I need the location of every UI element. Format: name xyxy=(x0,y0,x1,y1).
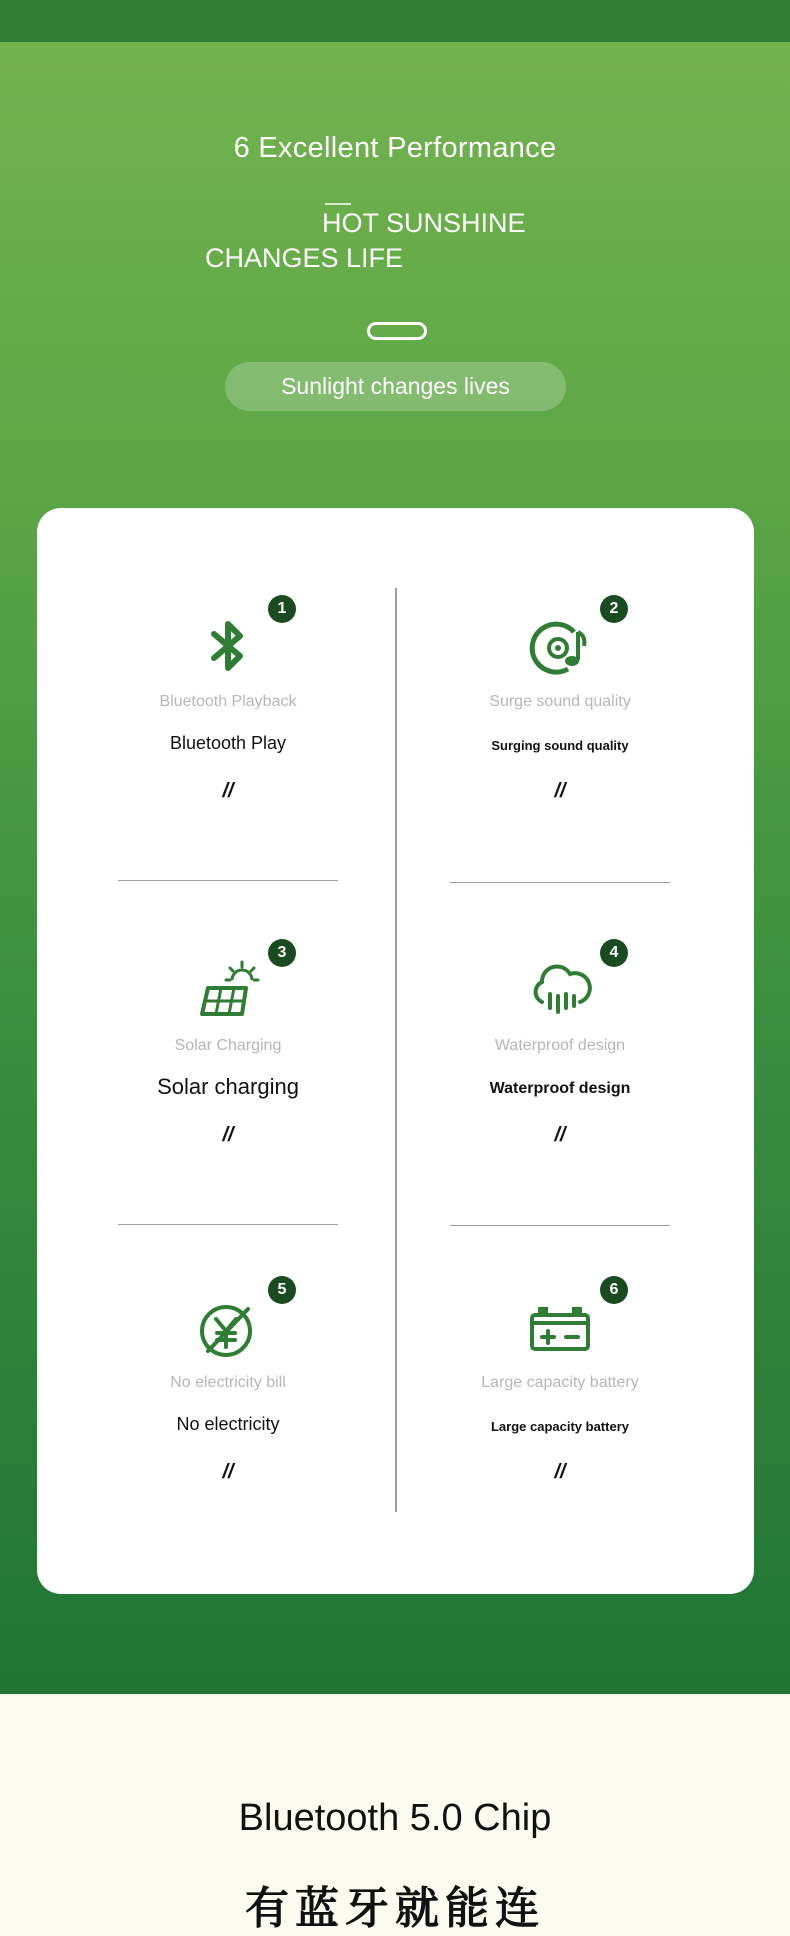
section-headline: 6 Excellent Performance xyxy=(233,132,557,164)
feature-mark: // xyxy=(554,1124,566,1146)
decorative-pill xyxy=(367,322,427,340)
feature-title: Large capacity battery xyxy=(490,1419,629,1434)
top-bar xyxy=(0,0,790,42)
feature-subtitle: Waterproof design xyxy=(494,1037,626,1054)
feature-waterproof xyxy=(410,944,710,1168)
hero-subline-1: HOT SUNSHINE xyxy=(322,208,526,238)
feature-subtitle: Bluetooth Playback xyxy=(159,693,297,710)
feature-number-badge: 1 xyxy=(268,595,296,623)
feature-title: Surging sound quality xyxy=(491,738,629,753)
feature-mark: // xyxy=(222,1124,234,1146)
no-money-icon xyxy=(196,1295,260,1359)
feature-subtitle: Large capacity battery xyxy=(481,1374,639,1391)
battery-icon xyxy=(528,1295,592,1359)
feature-mark: // xyxy=(222,780,234,802)
feature-subtitle: No electricity bill xyxy=(170,1374,286,1391)
feature-title: No electricity xyxy=(176,1414,280,1434)
feature-title: Bluetooth Play xyxy=(169,733,287,753)
feature-title: Solar charging xyxy=(157,1074,299,1099)
feature-title: Waterproof design xyxy=(489,1080,631,1097)
hero-subline-2: CHANGES LIFE xyxy=(205,243,404,273)
feature-number-badge: 4 xyxy=(600,939,628,967)
section-title: Bluetooth 5.0 Chip xyxy=(238,1797,552,1839)
vertical-divider xyxy=(395,588,397,1512)
section-subtitle-cropped: 有蓝牙就能连 xyxy=(245,1884,545,1933)
divider xyxy=(118,1224,338,1225)
feature-no-electricity-bill xyxy=(78,1281,378,1505)
feature-number-badge: 5 xyxy=(268,1276,296,1304)
divider xyxy=(450,882,670,883)
rain-cloud-icon xyxy=(528,958,592,1022)
feature-bluetooth xyxy=(78,600,378,824)
feature-large-battery xyxy=(410,1281,710,1505)
feature-sound-quality xyxy=(410,600,710,824)
feature-mark: // xyxy=(554,780,566,802)
divider xyxy=(450,1225,670,1226)
bluetooth-icon xyxy=(196,614,260,678)
music-note-icon xyxy=(528,614,592,678)
solar-panel-icon xyxy=(196,958,260,1022)
feature-solar-charging xyxy=(78,944,378,1168)
feature-number-badge: 3 xyxy=(268,939,296,967)
feature-mark: // xyxy=(222,1461,234,1483)
accent-rule xyxy=(325,203,351,205)
feature-number-badge: 6 xyxy=(600,1276,628,1304)
feature-mark: // xyxy=(554,1461,566,1483)
divider xyxy=(118,880,338,881)
tagline-pill: Sunlight changes lives xyxy=(225,362,566,411)
feature-subtitle: Surge sound quality xyxy=(489,693,631,710)
feature-subtitle: Solar Charging xyxy=(174,1037,282,1054)
feature-number-badge: 2 xyxy=(600,595,628,623)
